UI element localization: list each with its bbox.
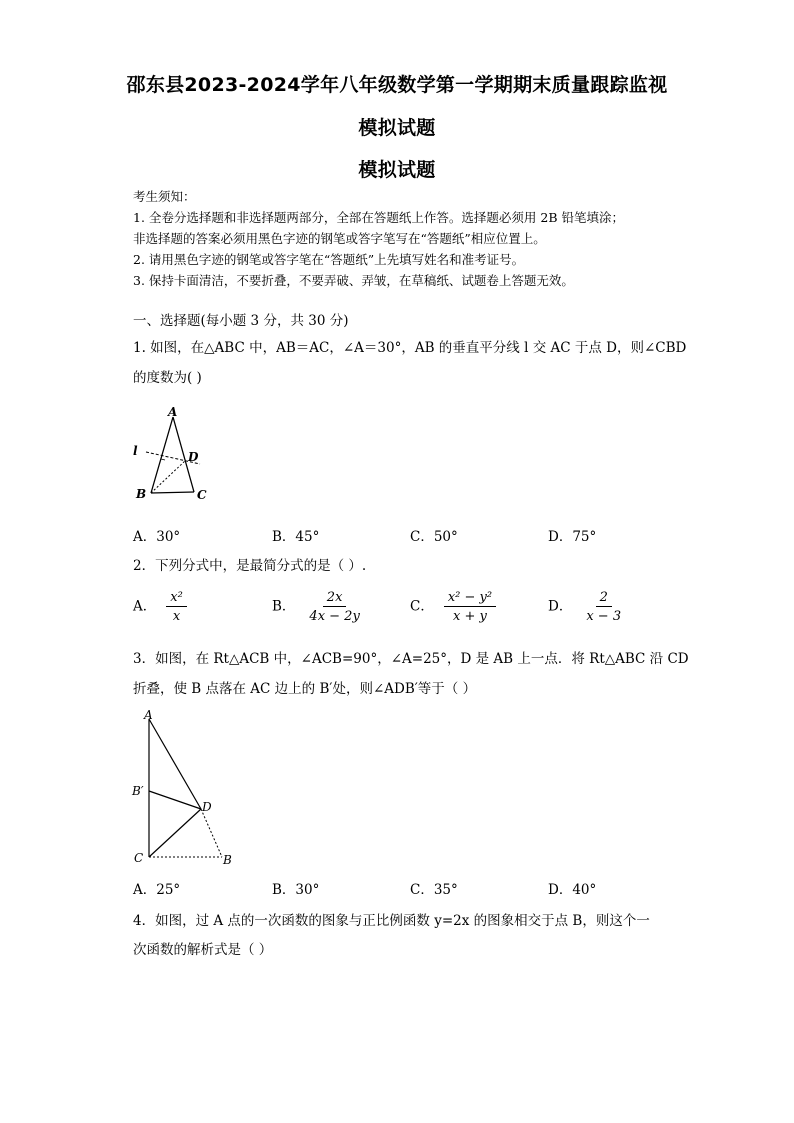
q2-option-d[interactable] — [548, 590, 625, 624]
q2-option-c-label: C． — [410, 598, 434, 615]
q3-label-a: A — [144, 708, 153, 722]
q4-stem-line2: 次函数的解析式是（ ） — [133, 942, 273, 958]
q1-label-a: A — [168, 405, 178, 419]
q3-option-b[interactable]: B．30° — [272, 882, 320, 898]
q2-option-d-denominator: x − 3 — [586, 609, 622, 624]
page-subtitle: 模拟试题 — [358, 117, 436, 139]
q3-edge-ad — [149, 719, 201, 809]
q2-option-a-label: A． — [133, 598, 157, 615]
q2-option-b-label: B． — [272, 598, 296, 615]
q2-option-a-fraction — [166, 590, 187, 624]
q2-option-a[interactable] — [133, 590, 187, 624]
q1-option-a[interactable]: A．30° — [133, 529, 181, 545]
q1-option-c[interactable]: C．50° — [410, 529, 458, 545]
q3-stem-line1: 3．如图，在 Rt△ACB 中，∠ACB=90°，∠A=25°，D 是 AB 上一点．将 Rt△ABC 沿 CD — [133, 651, 689, 667]
q3-label-bprime: B′ — [132, 784, 144, 798]
q1-label-l: l — [133, 444, 138, 458]
q1-triangle-figure — [128, 400, 218, 505]
q2-option-c-numerator: x² − y² — [444, 590, 496, 607]
q3-option-d[interactable]: D．40° — [548, 882, 597, 898]
q2-option-c[interactable] — [410, 590, 496, 624]
section-heading: 一、选择题(每小题 3 分，共 30 分) — [133, 313, 349, 329]
q1-label-d: D — [188, 450, 199, 464]
notice-heading: 考生须知： — [133, 189, 196, 204]
q3-label-d: D — [202, 800, 212, 814]
q3-label-b: B — [223, 853, 232, 867]
q4-stem-line1: 4．如图，过 A 点的一次函数的图象与正比例函数 y=2x 的图象相交于点 B，则这个一 — [133, 913, 650, 929]
q3-fold-line-cd — [149, 809, 201, 857]
q2-option-d-fraction — [582, 590, 625, 624]
q1-edge-bc — [151, 492, 194, 493]
q2-option-b-fraction — [305, 590, 363, 624]
notice-item-1a: 1. 全卷分选择题和非选择题两部分，全部在答题纸上作答。选择题必须用 2B 铅笔填涂； — [133, 210, 624, 225]
q1-option-d[interactable]: D．75° — [548, 529, 597, 545]
q2-option-d-numerator: 2 — [596, 590, 612, 607]
q2-option-b-numerator: 2x — [323, 590, 347, 607]
notice-item-3: 3. 保持卡面清洁，不要折叠，不要弄破、弄皱，在草稿纸、试题卷上答题无效。 — [133, 273, 574, 288]
q3-segment-bpd — [149, 791, 201, 809]
q3-fold-figure — [125, 705, 245, 870]
q2-option-a-numerator: x² — [166, 590, 187, 607]
q3-stem-line2: 折叠，使 B 点落在 AC 边上的 B′处，则∠ADB′等于（ ） — [133, 681, 477, 697]
page-title: 邵东县2023-2024学年八年级数学第一学期期末质量跟踪监视 — [126, 74, 668, 96]
notice-item-2: 2. 请用黑色字迹的钢笔或答字笔在“答题纸”上先填写姓名和准考证号。 — [133, 252, 525, 267]
q2-option-a-denominator: x — [172, 609, 181, 624]
q1-option-b[interactable]: B．45° — [272, 529, 320, 545]
q2-option-c-denominator: x + y — [453, 609, 487, 624]
q2-option-b[interactable] — [272, 590, 364, 624]
q3-segment-db — [201, 809, 222, 857]
q2-option-d-label: D． — [548, 598, 573, 615]
q1-label-c: C — [197, 488, 207, 502]
q3-label-c: C — [134, 851, 144, 865]
q1-stem-line2: 的度数为( ) — [133, 370, 202, 386]
q1-stem-line1: 1. 如图，在△ABC 中，AB＝AC，∠A＝30°，AB 的垂直平分线 l 交 AC 于点 D，则∠CBD — [133, 340, 687, 356]
q3-option-c[interactable]: C．35° — [410, 882, 458, 898]
q3-option-a[interactable]: A．25° — [133, 882, 181, 898]
q1-label-b: B — [136, 487, 147, 501]
notice-item-1b: 非选择题的答案必须用黑色字迹的钢笔或答字笔写在“答题纸”相应位置上。 — [133, 231, 546, 246]
q2-option-c-fraction — [444, 590, 496, 624]
page-subtitle-repeat: 模拟试题 — [358, 159, 436, 181]
q2-stem: 2．下列分式中，是最简分式的是（ ）. — [133, 558, 367, 574]
q2-option-b-denominator: 4x − 2y — [309, 609, 360, 624]
